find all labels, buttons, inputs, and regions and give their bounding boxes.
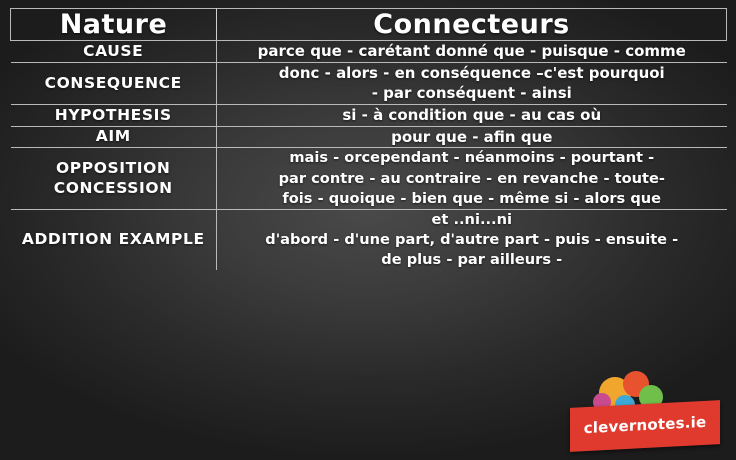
connectors-line: mais - orcependant - néanmoins - pourtant -: [289, 149, 655, 167]
nature-cell: [11, 62, 217, 104]
nature-cell: [11, 126, 217, 148]
nature-cell: [11, 105, 217, 127]
nature-cell: [11, 209, 217, 270]
connectors-line: si - à condition que - au cas où: [342, 106, 602, 125]
connectors-cell: [217, 62, 727, 104]
table-row: [11, 105, 727, 127]
nature-cell: [11, 148, 217, 209]
connectors-line: par contre - au contraire - en revanche - toute-: [278, 169, 665, 187]
nature-line: EXAMPLE: [118, 230, 205, 249]
clevernotes-logo: [570, 374, 720, 452]
connectors-cell: [217, 105, 727, 127]
table-row: [11, 62, 727, 104]
connectors-cell: [217, 41, 727, 63]
nature-line: CAUSE: [83, 41, 144, 60]
table-row: [11, 209, 727, 270]
table-row: [11, 148, 727, 209]
connectors-line: fois - quoique - bien que - même si - alors que: [282, 189, 662, 207]
column-header-nature: Nature: [11, 9, 217, 41]
table-row: [11, 126, 727, 148]
nature-cell: [11, 41, 217, 63]
logo-text: clevernotes.ie: [583, 412, 707, 438]
table-row: [11, 41, 727, 63]
column-header-connecteurs: Connecteurs: [217, 9, 727, 41]
connectors-cell: [217, 148, 727, 209]
connectors-line: pour que - afin que: [391, 127, 553, 146]
connectors-cell: [217, 126, 727, 148]
table-header-row: [11, 9, 727, 41]
connectors-table: [10, 8, 727, 270]
nature-line: CONSEQUENCE: [44, 73, 182, 92]
nature-line: CONCESSION: [53, 178, 173, 197]
nature-line: ADDITION: [21, 230, 113, 249]
nature-line: AIM: [95, 127, 131, 146]
nature-line: HYPOTHESIS: [54, 105, 172, 124]
connectors-line: de plus - par ailleurs -: [381, 251, 563, 269]
connectors-line: parce que - carétant donné que - puisque - comme: [257, 42, 686, 60]
connectors-line: d'abord - d'une part, d'autre part - puis - ensuite -: [265, 230, 679, 248]
connectors-line: et ..ni...ni: [431, 210, 512, 228]
connectors-line: donc - alors - en conséquence –c'est pourquoi: [278, 63, 665, 82]
nature-line: OPPOSITION: [56, 159, 171, 178]
connectors-line: - par conséquent - ainsi: [371, 84, 572, 103]
connectors-cell: [217, 209, 727, 270]
